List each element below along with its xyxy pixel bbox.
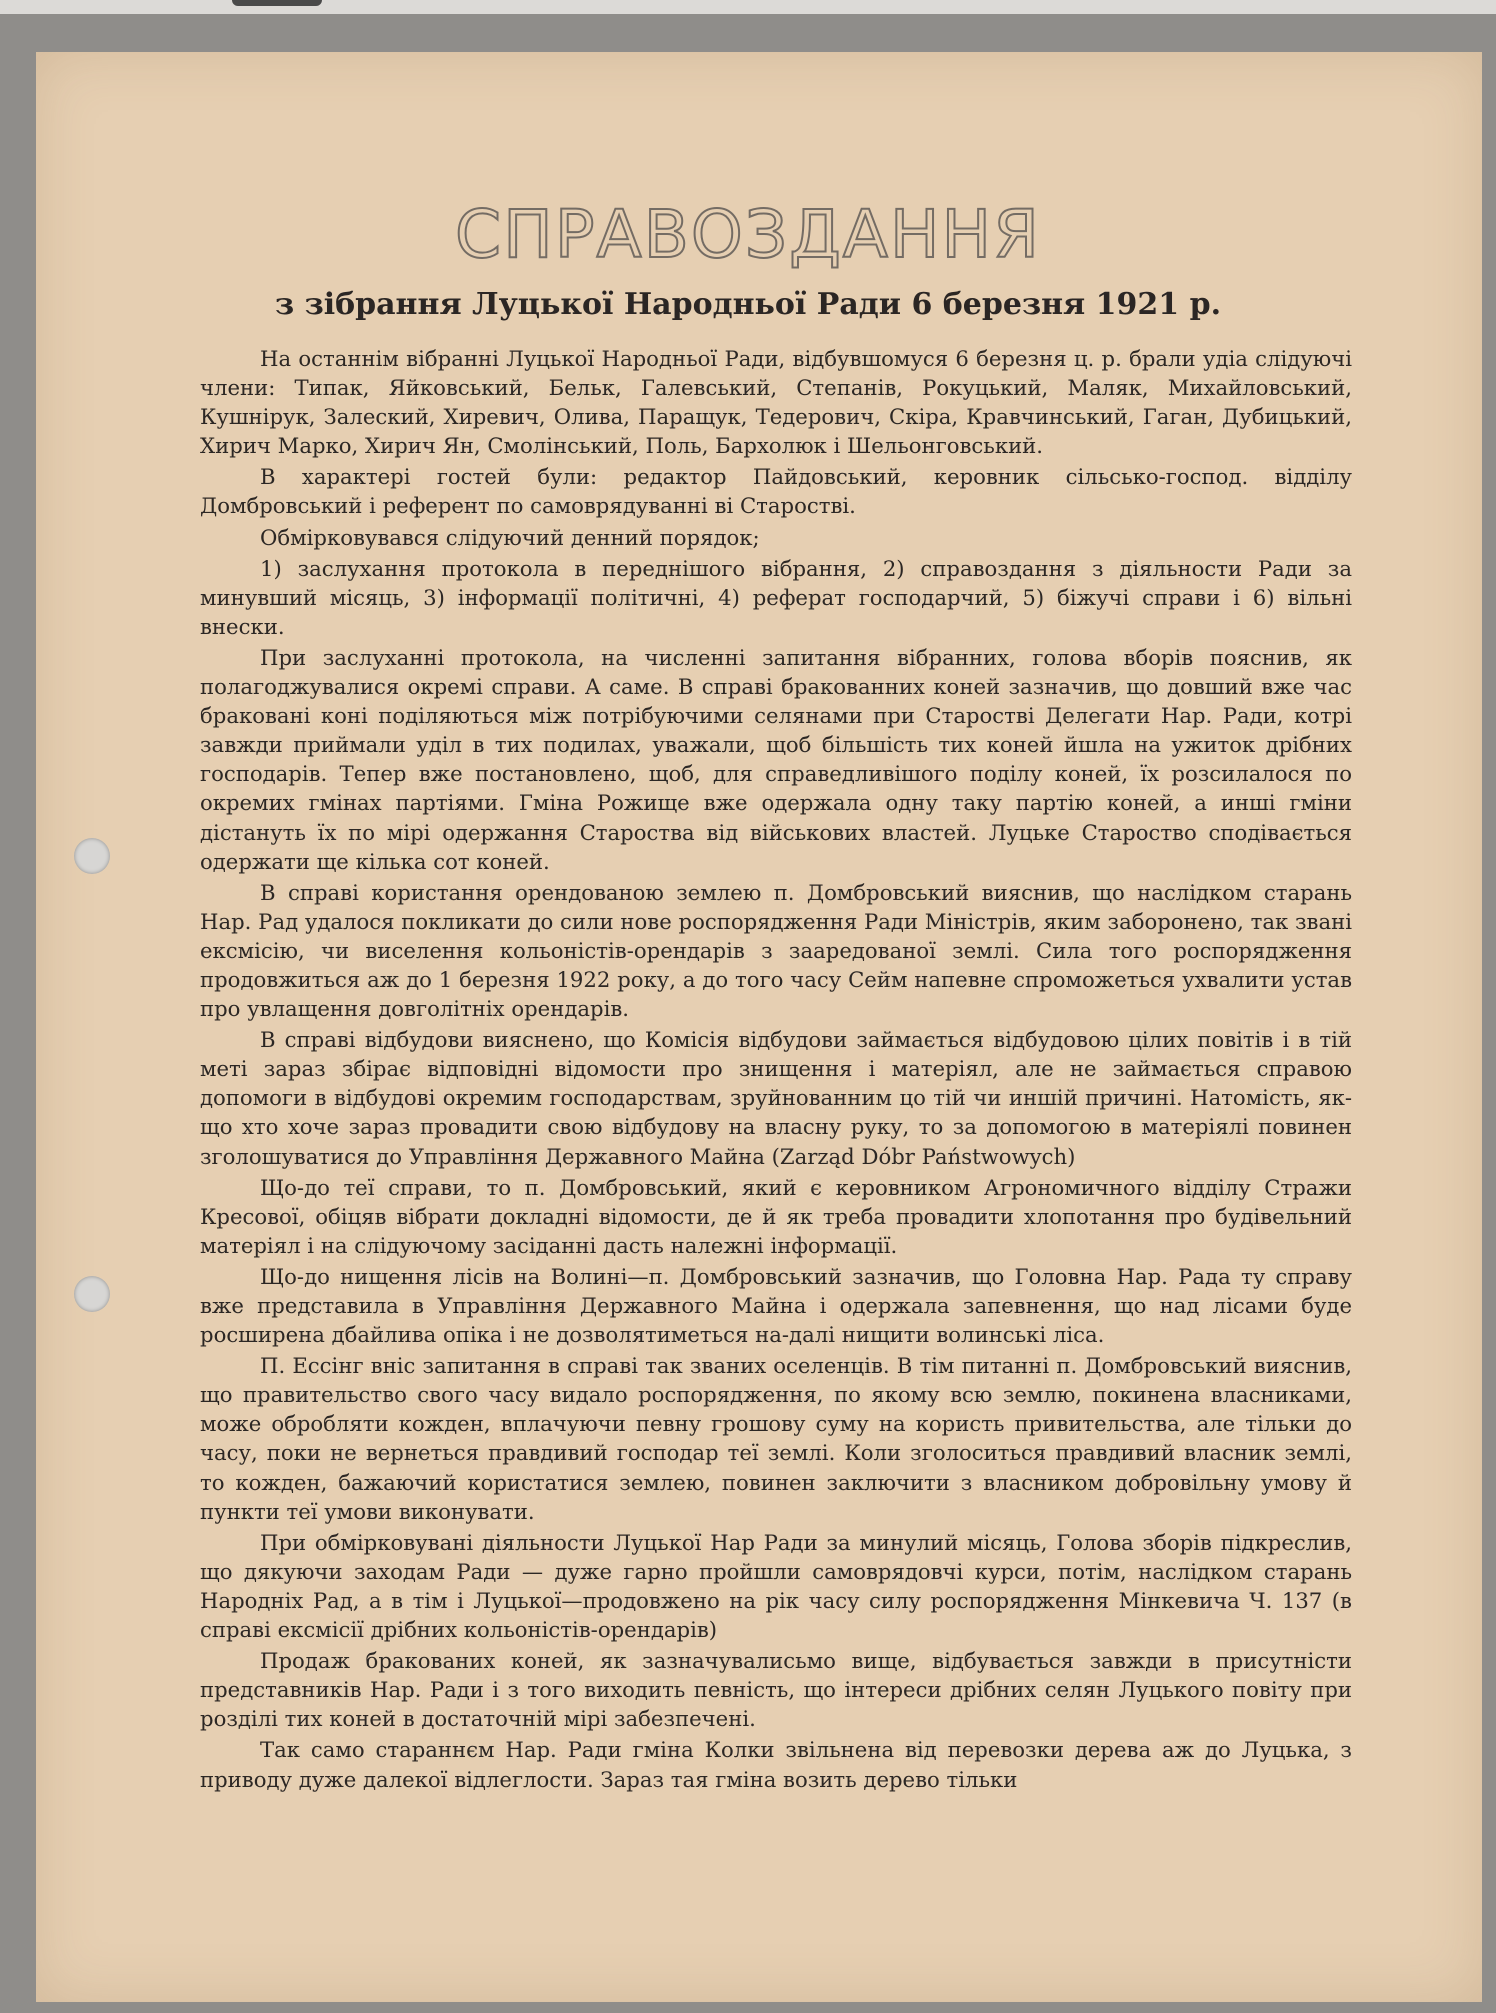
paragraph: На останнім вібранні Луцької Народньої Ради, відбувшомуся 6 березня ц. р. брали удіа слідуючі члени: Типак, Яйковський, Бельк, Галевський, Степанів, Рокуцький, Маляк, Михайловський, Кушнірук, Залеский, Хиревич, Олива, Паращук, Тедерович, Скіра, Кравчинський, Гаган, Дубицький, Хирич Марко, Хирич Ян, Смолінський, Поль, Бархолюк і Шельонговський. [200,346,1352,459]
document-body [200,344,1352,1794]
paragraph: Обмірковувався слідуючий денний порядок; [260,524,760,550]
paragraph: Що-до нищення лісів на Волині—п. Домбровський зазначив, що Головна Нар. Рада ту справу вже представила в Управління Державного Майна і одержала запевнення, що над лісами буде росширена дбайлива опіка і не дозволятиметься на-далі нищити волинські ліса. [200,1263,1352,1348]
paragraph: Що-до теї справи, то п. Домбровський, який є керовником Агрономичного відділу Стражи Кресової, обіцяв вібрати докладні відомости, де й як треба провадити хлопотання про будівельний матеріял і на слідуючому засіданні дасть належні інформації. [200,1174,1352,1258]
paragraph: Так само стараннєм Нар. Ради гміна Колки звільнена від перевозки дерева аж до Луцька, з приводу дуже далекої відлеглости. Зараз тая гміна возить дерево тільки [200,1737,1352,1792]
paragraph: В справі відбудови вияснено, що Комісія відбудови займається відбудовою цілих повітів і в тій меті зараз збірає відповідні відомости про знищення і матеріял, але не займається справою допомоги в відбудові окремим господарствам, зруйнованним цо тій чи иншій причині. Натомість, як-що хто хоче зараз провадити свою відбудову на власну руку, то за допомогою в матеріялі повинен зголошуватися до Управління Державного Майна (Zarząd Dóbr Państwowych) [200,1027,1352,1169]
paragraph: В характері гостей були: редактор Пайдовський, керовник сільсько-господ. відділу Домбровський і референт по самоврядуванні ві Старостві. [200,464,1352,519]
paragraph: При заслуханні протокола, на численні запитання вібранних, голова вборів пояснив, як полагоджувалися окремі справи. А саме. В справі бракованних коней зазначив, що довший вже час браковані коні поділяються між потрібуючими селянами при Старостві Делегати Нар. Ради, котрі завжди приймали уділ в тих подилах, уважали, щоб більшість тих коней йшла на ужиток дрібних господарів. Тепер вже постановлено, щоб, для справедливішого поділу коней, їх розсилалося по окремих гмінах партіями. Гміна Рожище вже одержала одну таку партію коней, а инші гміни дістануть їх по мірі одержання Староства від військових властей. Луцьке Староство сподівається одержати ще кілька сот коней. [200,644,1352,874]
background-strip [0,0,1496,14]
paragraph: При обмірковувані діяльности Луцької Нар Ради за минулий місяць, Голова зборів підкреслив, що дякуючи заходам Ради — дуже гарно пройшли самоврядовчі курси, потім, наслідком старань Народніх Рад, а в тім і Луцької—продовжено на рік часу силу роспорядження Мінкевича Ч. 137 (в справі ексмісії дрібних кольоністів-орендарів) [200,1529,1352,1643]
document-title: СПРАВОЗДАННЯ [454,196,1042,273]
paragraph: 1) заслухання протокола в переднішого вібрання, 2) справоздання з діяльности Ради за минувший місяць, 3) інформації політичні, 4) реферат господарчий, 5) біжучі справи і 6) вільні внески. [200,555,1352,639]
paragraph: В справі користання орендованою землею п. Домбровський вияснив, що наслідком старань Нар. Рад удалося покликати до сили нове роспорядження Ради Міністрів, яким заборонено, так звані ексмісію, чи виселення кольоністів-орендарів з зааредованої землі. Сила того роспорядження продовжиться аж до 1 березня 1922 року, а до того часу Сейм напевне спроможеться ухвалити устав про увлащення довголітніх орендарів. [200,879,1352,1022]
paragraph: Продаж бракованих коней, як зазначувалисьмо вище, відбувається завжди в присутністи представників Нар. Ради і з того виходить певність, що інтереси дрібних селян Луцького повіту при розділі тих коней в достаточній мірі забезпечені. [200,1648,1352,1732]
paragraph: П. Ессінг вніс запитання в справі так званих оселенців. В тім питанні п. Домбровський вияснив, що правительство свого часу видало роспорядження, по якому всю землю, покинена власниками, може обробляти кожден, вплачуючи певну грошову суму на користь привительства, але тільки до часу, поки не вернеться правдивий господар теї землі. Коли зголоситься правдивий власник землі, то кожден, бажаючий користатися землею, повинен заключити з власником добровільну умову й пункти теї умови виконувати. [200,1353,1352,1524]
punch-hole [74,1276,110,1312]
document-subtitle: з зібрання Луцької Народньої Ради 6 березня 1921 р. [274,287,1222,322]
punch-hole [74,838,110,874]
scanner-clip [232,0,322,6]
